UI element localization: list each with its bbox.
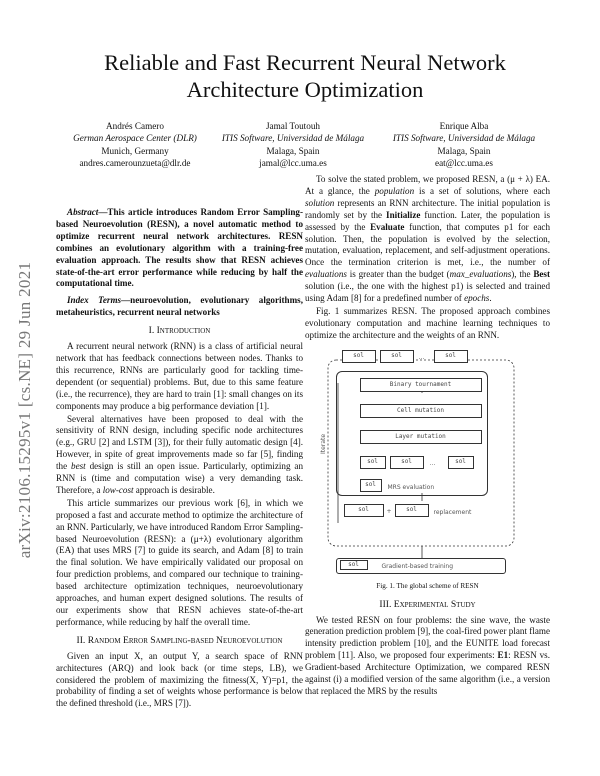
- author-affiliation: ITIS Software, Universidad de Málaga: [392, 133, 536, 144]
- binary-tournament-box: Binary tournament: [360, 378, 482, 392]
- parent-population-box: sol: [344, 504, 384, 517]
- offspring-solution-box: sol: [390, 456, 424, 469]
- population-solution-box: sol: [380, 350, 414, 363]
- right-column: [305, 174, 550, 699]
- replacement-label: replacement: [433, 508, 472, 516]
- section-heading-resn: II. Random Error Sampling-based Neuroevolution: [76, 634, 283, 646]
- figure-1-caption: Fig. 1. The global scheme of RESN: [376, 581, 479, 590]
- arxiv-identifier-watermark: arXiv:2106.15295v1 [cs.NE] 29 Jun 2021: [15, 261, 34, 559]
- intro-paragraph-3: This article summarizes our previous work [6], in which we proposed a fast and accurate method to optimize the architecture of an RNN. Particularly, we have introduced Random Error Sampling-based Neuroevolution (RESN): a (μ+λ) evolutionary algorithm (EA) that uses MRS [7] to guide its search, and Adam [8] to train the final solution. We have empirically validated our proposal on four prediction problems, and compared our technique to training-based architecture optimization techniques, neuroevolutionary approaches, and human expert designed solutions. The results of our experiments show that RESN achieves state-of-the-art performance, while reducing by half the overall time.: [56, 497, 303, 627]
- left-column: [56, 207, 303, 711]
- method-paragraph-1: To solve the stated problem, we proposed RESN, a (μ + λ) EA. At a glance, the population is a set of solutions, where each solution represents an RNN architecture. The initial population is randomly set by the Initialize function. Later, the population is assessed by the Evaluate function, that computes p1 for each solution. Then, the population is evolved by the selection, mutation, evaluation, replacement, and self-adjustment operations. Once the termination criterion is met, i.e., the number of evaluations is greater than the budget (max_evaluations), the Best solution (i.e., the one with the highest p1) is selected and trained using Adam [8] for a predefined number of epochs.: [305, 174, 551, 304]
- best-solution-box: sol: [340, 560, 368, 570]
- author-affiliation: ITIS Software, Universidad de Málaga: [221, 133, 365, 144]
- author-email: jamal@lcc.uma.es: [259, 158, 327, 169]
- author-block-3: [378, 120, 550, 170]
- population-ellipsis: ...: [418, 353, 425, 361]
- iterate-label: Iterate: [319, 433, 327, 454]
- offspring-ellipsis: ...: [429, 459, 436, 467]
- author-affiliation: German Aerospace Center (DLR): [73, 133, 197, 144]
- author-location: Malaga, Spain: [437, 145, 491, 156]
- author-block-2: [205, 120, 381, 170]
- author-email: eat@lcc.uma.es: [435, 158, 493, 169]
- evaluated-solution-box: sol: [360, 479, 382, 492]
- layer-mutation-box: Layer mutation: [360, 430, 482, 444]
- figure-1-resn-scheme: [319, 348, 534, 578]
- author-location: Munich, Germany: [101, 145, 169, 156]
- experiment-paragraph-1: We tested RESN on four problems: the sine wave, the waste generation prediction problem [9], the coal-fired power plant flame intensity prediction problem [10], and the EUNITE load forecast problem [11]. Also, we proposed four experiments: E1: RESN vs. Gradient-based Architecture Optimization, we compared RESN against (i) a modified version of the same algorithm (i.e., a version that replaced the MRS by the results: [305, 614, 550, 696]
- author-name: Enrique Alba: [439, 121, 489, 131]
- paper-title: [60, 49, 550, 103]
- section-heading-experimental-study: III. Experimental Study: [379, 598, 476, 610]
- section-heading-introduction: I. Introduction: [148, 325, 211, 337]
- cell-mutation-box: Cell mutation: [360, 404, 482, 418]
- intro-paragraph-2: Several alternatives have been proposed to deal with the sensitivity of RNN design, including specific node architectures (e.g., GRU [2] and LSTM [3]), for their fully automatic design [4]. However, in spite of great improvements made so far [5], finding the best design is still an open issue. Particularly, optimizing an RNN is (time and computation wise) a very demanding task. Therefore, a low-cost approach is desirable.: [56, 413, 303, 495]
- method-paragraph-2: Fig. 1 summarizes RESN. The proposed approach combines evolutionary computation and machine learning techniques to optimize the architecture and the weights of an RNN.: [305, 305, 550, 340]
- population-solution-box: sol: [342, 350, 376, 363]
- author-name: Andrés Camero: [106, 121, 164, 131]
- author-location: Malaga, Spain: [266, 145, 320, 156]
- union-plus-sign: +: [386, 507, 392, 515]
- intro-paragraph-1: A recurrent neural network (RNN) is a class of artificial neural network that has feedback connections between nodes. Thanks to this recurrence, RNNs are particularly good for tackling time-dependent (or sequential) problems. But, due to this same feature (i.e., the recurrence), they are hard to train [1]: small changes on its components may produce a big performance deviation [1].: [56, 341, 303, 411]
- author-email: andres.camerounzueta@dlr.de: [79, 158, 191, 169]
- title-line-1: Reliable and Fast Recurrent Neural Network: [104, 50, 506, 75]
- offspring-solution-box: sol: [360, 456, 386, 469]
- author-name: Jamal Toutouh: [265, 121, 321, 131]
- offspring-solution-box: sol: [448, 456, 474, 469]
- author-block-1: [55, 120, 215, 170]
- resn-paragraph-1: Given an input X, an output Y, a search space of RNN architectures (ARQ) and look back (or time steps, LB), we considered the problem of maximizing the fitness(X, Y)=p1, the probability of finding a set of weights whose performance is below the defined threshold (i.e., MRS [7]).: [56, 650, 303, 709]
- abstract: Abstract—This article introduces Random Error Sampling-based Neuroevolution (RESN), a novel automatic method to optimize recurrent neural network architectures. RESN combines an evolutionary algorithm with a training-free evaluation approach. The results show that RESN achieves state-of-the-art error performance while reducing by half the computational time.: [56, 207, 303, 289]
- index-terms: Index Terms—neuroevolution, evolutionary algorithms, metaheuristics, recurrent neural networks: [56, 295, 303, 318]
- gradient-training-label: Gradient-based training: [381, 562, 454, 570]
- mrs-evaluation-label: MRS evaluation: [387, 483, 435, 491]
- population-solution-box: sol: [434, 350, 468, 363]
- offspring-population-box: sol: [395, 504, 429, 517]
- title-line-2: Architecture Optimization: [186, 77, 424, 102]
